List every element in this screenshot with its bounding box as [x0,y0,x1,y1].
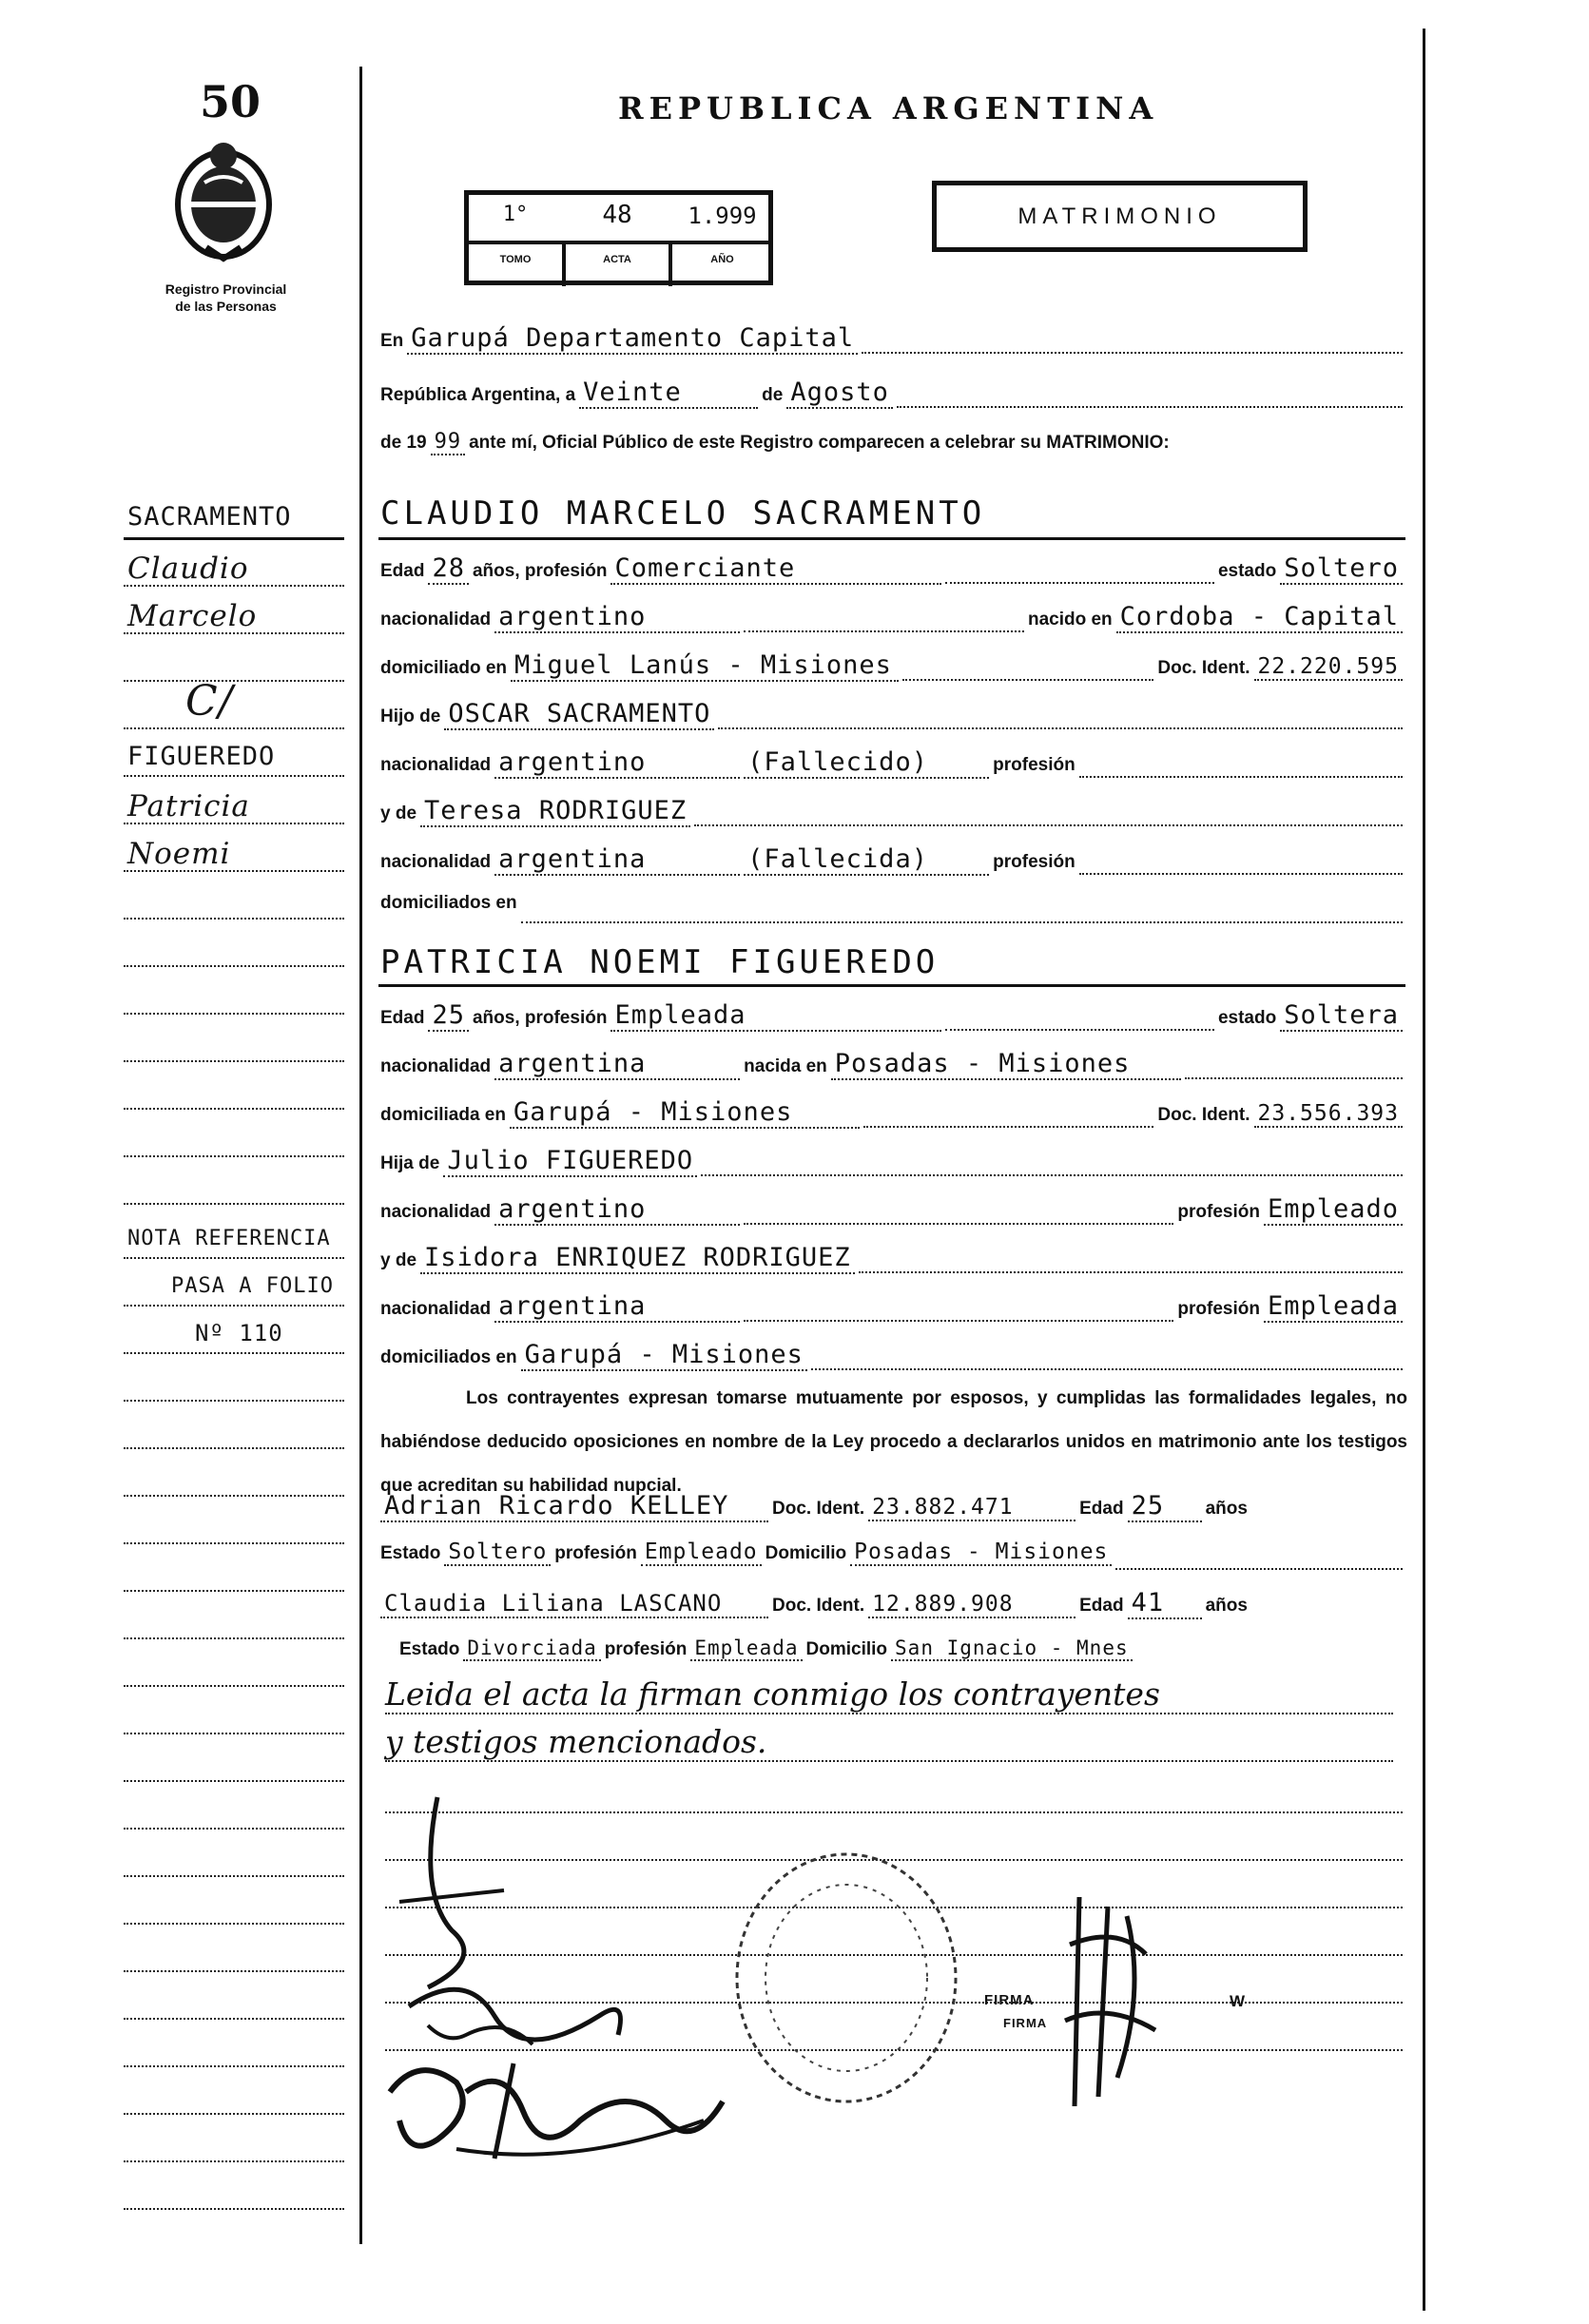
record-index-box [464,190,773,285]
margin-name-groom-1: Claudio [127,552,249,586]
bride-nationality-row [380,1049,1403,1087]
margin-line [124,1495,344,1497]
bride-father-nat-row [380,1194,1403,1232]
bride-hija-label: Hija de [380,1153,440,1173]
officer-signature-icon [1051,1888,1165,2116]
margin-line [124,1637,344,1639]
bride-mother-nat-label: nacionalidad [380,1299,492,1319]
bride-full-name: PATRICIA NOEMI FIGUEREDO [380,943,940,981]
margin-line [124,1305,344,1307]
groom-age: 28 [428,553,469,585]
bride-father-nat-label: nacionalidad [380,1202,492,1222]
column-divider [359,67,362,2244]
groom-mother-nationality: argentina [494,844,740,876]
closing-line-1: Leida el acta la firman conmigo los contrayentes [385,1675,1393,1714]
margin-line [124,918,344,920]
margin-connector: C/ [185,677,234,726]
groom-mother-label: y de [380,804,417,823]
en-label: En [380,331,404,351]
margin-line [124,2160,344,2162]
witness-2-name: Claudia Liliana LASCANO [380,1590,768,1618]
bride-mother-label: y de [380,1250,417,1270]
tomo-label: TOMO [499,254,532,265]
witness-2-estado: Divorciada [463,1636,600,1661]
official-stamp-icon [723,1840,970,2116]
margin-note-line-3: Nº 110 [195,1320,283,1346]
margin-line [124,1733,344,1734]
margin-line [124,1013,344,1015]
witness-2-profesion-label: profesión [604,1639,688,1659]
registry-line-1: Registro Provincial [165,281,287,297]
ano-label: AÑO [710,254,734,265]
groom-profession: Comerciante [610,553,941,585]
tomo-value: 1° [502,203,529,226]
margin-line [124,1352,344,1354]
bride-estado-label: estado [1217,1008,1277,1028]
margin-line [124,1923,344,1925]
closing-line-2: y testigos mencionados. [385,1723,1393,1762]
bride-edad-label: Edad [380,1008,425,1028]
groom-estado-label: estado [1217,561,1277,581]
ano-value: 1.999 [688,203,757,229]
bride-nacionalidad-label: nacionalidad [380,1056,492,1076]
record-type-label: MATRIMONIO [1017,203,1222,229]
margin-line [124,1060,344,1062]
witness-2-estado-label: Estado [399,1639,460,1659]
groom-mother: Teresa RODRIGUEZ [420,796,690,827]
groom-address-row [380,650,1403,688]
witness-2-age: 41 [1128,1588,1202,1619]
bride-doc-label: Doc. Ident. [1157,1105,1250,1125]
registry-name [143,281,309,315]
bride-father-row [380,1146,1403,1184]
month-value: Agosto [786,378,893,409]
groom-mother-nat-label: nacionalidad [380,852,492,872]
groom-parents-domicile-row [380,893,1403,931]
witness-2-row [380,1588,1403,1626]
page-number: 50 [200,76,262,127]
margin-line [124,1780,344,1782]
margin-line [124,775,344,777]
bride-doc: 23.556.393 [1254,1101,1403,1128]
witness-2-anos-label: años [1205,1596,1248,1616]
bride-age-row [380,1000,1403,1038]
de-label: de [762,385,784,405]
groom-mother-profesion-label: profesión [993,852,1075,872]
groom-father: OSCAR SACRAMENTO [444,699,714,730]
witness-1-age: 25 [1128,1491,1202,1522]
groom-underline [378,537,1405,540]
margin-line [124,2208,344,2210]
bride-mother-nat-row [380,1291,1403,1329]
bride-father: Julio FIGUEREDO [443,1146,697,1177]
bride-father-profesion-label: profesión [1177,1202,1260,1222]
year-prefix: de 19 [380,433,427,453]
margin-line [124,965,344,967]
bride-mother: Isidora ENRIQUEZ RODRIGUEZ [420,1243,855,1274]
groom-father-nat-row [380,747,1403,785]
groom-father-nationality: argentino [494,747,740,779]
margin-line [124,537,344,540]
margin-line [124,2018,344,2020]
registry-line-2: de las Personas [175,299,277,314]
groom-nationality: argentino [494,602,740,633]
witness-1-row [380,1491,1403,1529]
groom-father-row [380,699,1403,737]
margin-line [124,1875,344,1877]
margin-line [124,2113,344,2115]
margin-line [124,1203,344,1205]
groom-age-row [380,553,1403,591]
bride-address-row [380,1097,1403,1135]
witness-1-detail-row [380,1540,1403,1578]
bride-mother-nationality: argentina [494,1291,740,1323]
signature-scribbles-icon [380,1778,780,2197]
witness-1-domicilio-label: Domicilio [765,1543,847,1563]
bride-profession: Empleada [610,1000,941,1032]
margin-note-line-2: PASA A FOLIO [171,1274,334,1298]
margin-line [124,1828,344,1830]
bride-nacida-label: nacida en [744,1056,827,1076]
intro-statement: ante mí, Oficial Público de este Registro comparecen a celebrar su MATRIMONIO: [469,433,1170,453]
bride-profesion-label: años, profesión [472,1008,608,1028]
bride-mother-profession: Empleada [1264,1291,1403,1323]
margin-note-line-1: NOTA REFERENCIA [127,1227,331,1250]
groom-mother-row [380,796,1403,834]
groom-father-nat-label: nacionalidad [380,755,492,775]
witness-1-name: Adrian Ricardo KELLEY [380,1491,768,1522]
coat-of-arms-icon [157,133,290,266]
margin-line [124,1590,344,1592]
groom-birthplace: Cordoba - Capital [1116,602,1403,633]
witness-2-domicilio-label: Domicilio [805,1639,888,1659]
groom-nationality-row [380,602,1403,640]
firma-label-1: FIRMA [984,1992,1035,2008]
groom-profesion-label: años, profesión [472,561,608,581]
bride-domicilio-label: domiciliada en [380,1105,506,1125]
groom-estado: Soltero [1280,553,1403,585]
witness-1-doc-label: Doc. Ident. [772,1499,865,1519]
groom-address: Miguel Lanús - Misiones [511,650,899,682]
groom-mother-status: (Fallecida) [744,844,989,876]
bride-father-profession: Empleado [1264,1194,1403,1226]
margin-surname-bride: FIGUEREDO [127,742,276,771]
bride-age: 25 [428,1000,469,1032]
groom-father-status: (Fallecido) [744,747,989,779]
bride-parents-domicile-label: domiciliados en [380,1347,517,1367]
margin-line [124,1970,344,1972]
groom-mother-nat-row [380,844,1403,882]
groom-nacido-label: nacido en [1027,610,1113,629]
bride-nationality: argentina [494,1049,740,1080]
margin-line [124,1447,344,1449]
intro-year-row [380,430,1403,468]
republica-label: República Argentina, a [380,385,576,405]
witness-2-doc: 12.889.908 [868,1592,1075,1618]
margin-line [124,1400,344,1402]
groom-hijo-label: Hijo de [380,707,441,726]
witness-1-doc: 23.882.471 [868,1495,1075,1521]
groom-edad-label: Edad [380,561,425,581]
margin-surname-groom: SACRAMENTO [127,502,292,532]
margin-line [124,1155,344,1157]
intro-place-row [380,323,1403,361]
groom-nacionalidad-label: nacionalidad [380,610,492,629]
bride-father-nationality: argentino [494,1194,740,1226]
groom-full-name: CLAUDIO MARCELO SACRAMENTO [380,494,986,533]
intro-date-row [380,378,1403,416]
bride-parents-domicile-row [380,1340,1403,1378]
margin-name-groom-2: Marcelo [127,599,258,633]
groom-doc: 22.220.595 [1254,654,1403,681]
groom-doc-label: Doc. Ident. [1157,658,1250,678]
year-suffix: 99 [431,430,466,455]
margin-line [124,727,344,729]
margin-line [124,680,344,682]
bride-mother-profesion-label: profesión [1177,1299,1260,1319]
declaration-text: Los contrayentes expresan tomarse mutuamente por esposos, y cumplidas las formalidades legales, no habiéndose deducido oposiciones en nombre de la Ley procedo a declararlos unidos en matrimonio ante los testigos que acreditan su habilidad nupcial. [380,1388,1407,1496]
witness-1-profession: Empleado [641,1540,762,1566]
acta-value: 48 [602,201,632,229]
witness-1-profesion-label: profesión [554,1543,637,1563]
margin-line [124,1257,344,1259]
margin-line [124,2065,344,2067]
bride-address: Garupá - Misiones [510,1097,860,1129]
witness-2-profession: Empleada [690,1636,802,1661]
day-value: Veinte [579,378,758,409]
margin-line [124,1685,344,1687]
margin-name-bride-1: Patricia [127,789,250,823]
witness-1-address: Posadas - Misiones [850,1540,1112,1566]
bride-parents-domicile: Garupá - Misiones [521,1340,807,1371]
witness-2-edad-label: Edad [1079,1596,1124,1616]
groom-father-profesion-label: profesión [993,755,1075,775]
witness-1-estado-label: Estado [380,1543,441,1563]
stamp-trailing-letter: W [1230,1992,1246,2010]
witness-1-edad-label: Edad [1079,1499,1124,1519]
acta-label: ACTA [603,254,631,265]
bride-mother-row [380,1243,1403,1281]
bride-estado: Soltera [1280,1000,1403,1032]
margin-line [124,1108,344,1110]
right-border [1423,29,1425,2311]
firma-label-2: FIRMA [1003,2016,1048,2030]
witness-2-doc-label: Doc. Ident. [772,1596,865,1616]
record-type-box [932,181,1308,252]
groom-parents-domicile-label: domiciliados en [380,893,517,913]
bride-underline [378,984,1405,987]
margin-name-bride-2: Noemi [127,837,231,871]
witness-2-detail-row [399,1636,1422,1675]
place-value: Garupá Departamento Capital [407,323,858,355]
bride-birthplace: Posadas - Misiones [831,1049,1181,1080]
witness-2-address: San Ignacio - Mnes [891,1636,1133,1661]
margin-line [124,1542,344,1544]
witness-1-anos-label: años [1205,1499,1248,1519]
country-title: REPUBLICA ARGENTINA [618,90,1159,126]
groom-domicilio-label: domiciliado en [380,658,508,678]
witness-1-estado: Soltero [444,1540,551,1566]
